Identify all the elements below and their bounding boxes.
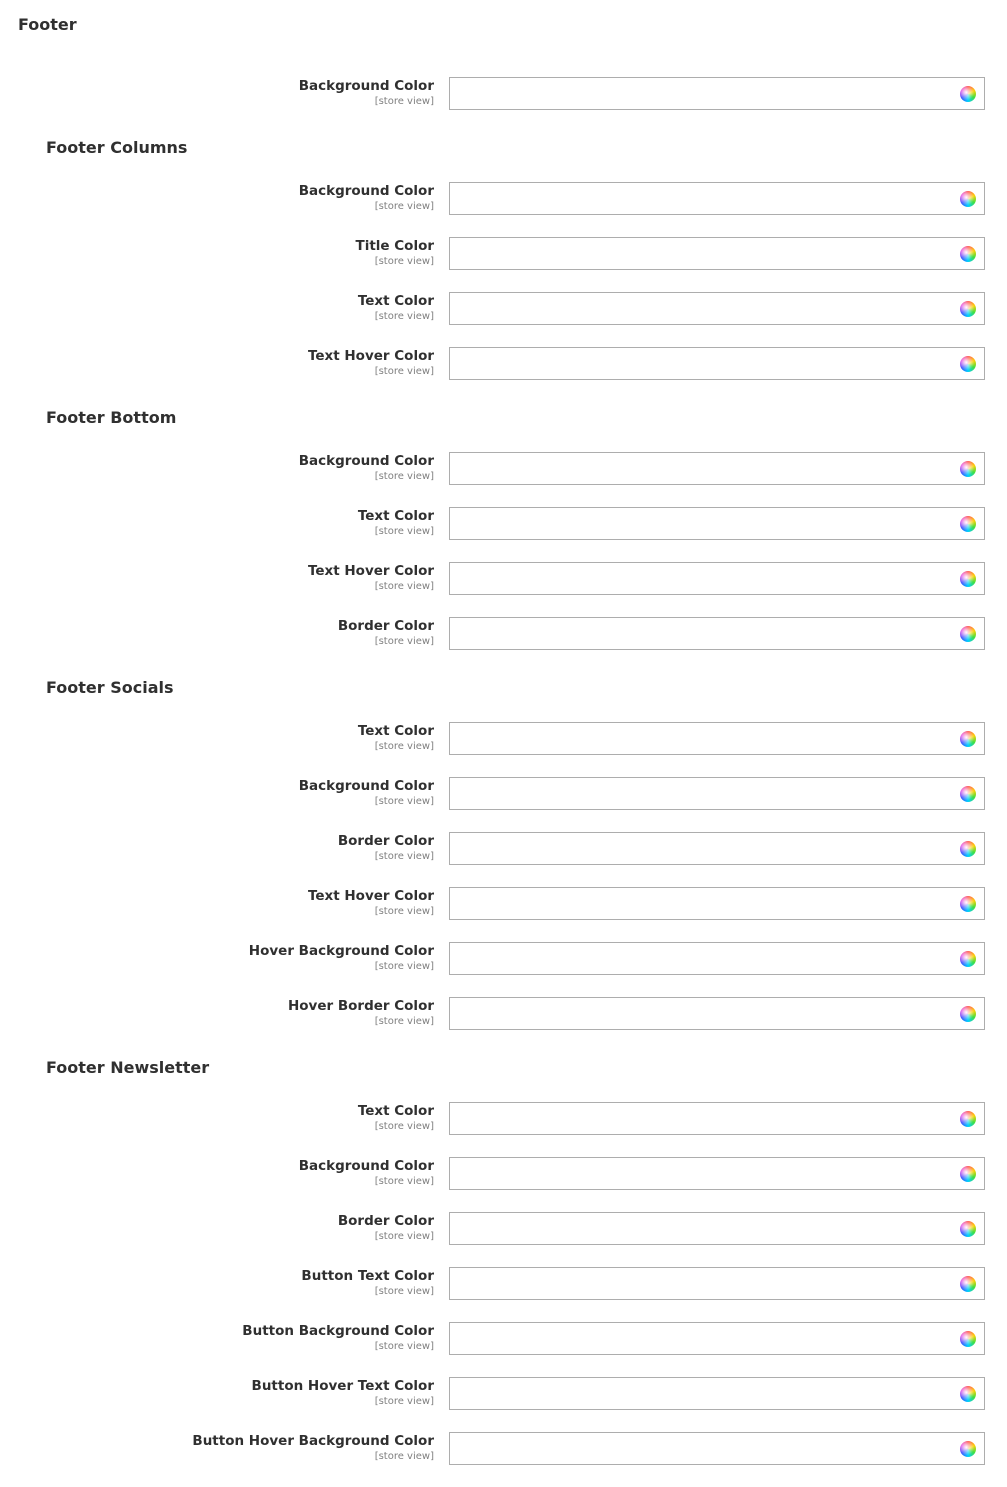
background-color-input[interactable]	[458, 1159, 952, 1190]
field-row-hover-border-color	[0, 997, 1007, 1030]
field-row-button-text-color	[0, 1267, 1007, 1300]
color-input-box	[449, 347, 985, 380]
color-wheel-icon[interactable]	[960, 1276, 976, 1292]
text-color-input[interactable]	[458, 294, 952, 325]
button-text-color-input[interactable]	[458, 1269, 952, 1300]
field-label-text: Background Color	[298, 1158, 434, 1174]
field-row-text-hover-color	[0, 562, 1007, 595]
color-wheel-icon[interactable]	[960, 356, 976, 372]
field-label-text: Hover Border Color	[287, 998, 434, 1014]
text-color-input[interactable]	[458, 509, 952, 540]
color-input-box	[449, 777, 985, 810]
field-label	[242, 1323, 434, 1353]
color-input-box	[449, 1432, 985, 1465]
scope-label: [store view]	[374, 1341, 434, 1352]
section-heading: Footer Bottom	[46, 408, 177, 427]
field-label-text: Text Color	[357, 293, 434, 309]
text-hover-color-input[interactable]	[458, 889, 952, 920]
color-input-box	[449, 722, 985, 755]
field-label	[358, 1103, 434, 1133]
scope-label: [store view]	[374, 311, 434, 322]
field-row-border-color	[0, 617, 1007, 650]
background-color-input[interactable]	[458, 184, 952, 215]
scope-label: [store view]	[374, 366, 434, 377]
field-label	[249, 943, 434, 973]
color-input-box	[449, 1212, 985, 1245]
field-label-text: Button Hover Text Color	[251, 1378, 434, 1394]
field-row-border-color	[0, 832, 1007, 865]
field-row-background-color	[0, 182, 1007, 215]
field-row-border-color	[0, 1212, 1007, 1245]
field-label-text: Title Color	[355, 238, 434, 254]
scope-label: [store view]	[374, 961, 434, 972]
field-label-text: Text Hover Color	[307, 563, 434, 579]
section-heading: Footer Socials	[46, 678, 174, 697]
field-label	[338, 1213, 434, 1243]
page-title: Footer	[18, 15, 77, 34]
field-label-text: Background Color	[298, 78, 434, 94]
field-label	[358, 723, 434, 753]
field-label	[358, 293, 434, 323]
text-color-input[interactable]	[458, 1104, 952, 1135]
color-input-box	[449, 1377, 985, 1410]
button-hover-text-color-input[interactable]	[458, 1379, 952, 1410]
field-row-background-color	[0, 1157, 1007, 1190]
field-row-button-hover-text-color	[0, 1377, 1007, 1410]
field-label	[299, 1158, 434, 1188]
color-wheel-icon[interactable]	[960, 246, 976, 262]
scope-label: [store view]	[374, 1396, 434, 1407]
field-label-text: Button Text Color	[301, 1268, 434, 1284]
scope-label: [store view]	[374, 526, 434, 537]
color-input-box	[449, 292, 985, 325]
color-wheel-icon[interactable]	[960, 786, 976, 802]
color-input-box	[449, 832, 985, 865]
button-background-color-input[interactable]	[458, 1324, 952, 1355]
color-wheel-icon[interactable]	[960, 571, 976, 587]
field-label-text: Border Color	[337, 618, 434, 634]
scope-label: [store view]	[374, 1231, 434, 1242]
color-input-box	[449, 1157, 985, 1190]
scope-label: [store view]	[374, 636, 434, 647]
color-input-box	[449, 942, 985, 975]
color-input-box	[449, 617, 985, 650]
field-row-text-color	[0, 1102, 1007, 1135]
color-wheel-icon[interactable]	[960, 951, 976, 967]
field-label-text: Text Color	[357, 1103, 434, 1119]
scope-label: [store view]	[374, 1121, 434, 1132]
field-label-text: Background Color	[298, 778, 434, 794]
scope-label: [store view]	[374, 1176, 434, 1187]
color-input-box	[449, 562, 985, 595]
border-color-input[interactable]	[458, 619, 952, 650]
field-label-text: Text Hover Color	[307, 888, 434, 904]
field-label	[308, 563, 434, 593]
color-wheel-icon[interactable]	[960, 516, 976, 532]
border-color-input[interactable]	[458, 1214, 952, 1245]
background-color-input[interactable]	[458, 79, 952, 110]
color-wheel-icon[interactable]	[960, 1006, 976, 1022]
field-label-text: Border Color	[337, 833, 434, 849]
color-input-box	[449, 1267, 985, 1300]
field-label	[252, 1378, 434, 1408]
button-hover-background-color-input[interactable]	[458, 1434, 952, 1465]
color-wheel-icon[interactable]	[960, 301, 976, 317]
field-label-text: Text Hover Color	[307, 348, 434, 364]
section-footer-columns	[0, 132, 1007, 182]
field-label-text: Button Background Color	[242, 1323, 434, 1339]
color-input-box	[449, 997, 985, 1030]
scope-label: [store view]	[374, 851, 434, 862]
scope-label: [store view]	[374, 1286, 434, 1297]
scope-label: [store view]	[374, 581, 434, 592]
hover-border-color-input[interactable]	[458, 999, 952, 1030]
text-color-input[interactable]	[458, 724, 952, 755]
color-wheel-icon[interactable]	[960, 626, 976, 642]
scope-label: [store view]	[374, 96, 434, 107]
color-wheel-icon[interactable]	[960, 1221, 976, 1237]
field-label-text: Background Color	[298, 453, 434, 469]
border-color-input[interactable]	[458, 834, 952, 865]
field-label	[355, 238, 434, 268]
color-input-box	[449, 1102, 985, 1135]
scope-label: [store view]	[374, 471, 434, 482]
color-input-box	[449, 887, 985, 920]
scope-label: [store view]	[374, 1451, 434, 1462]
scope-label: [store view]	[374, 1016, 434, 1027]
field-label	[358, 508, 434, 538]
scope-label: [store view]	[374, 256, 434, 267]
field-label-text: Text Color	[357, 723, 434, 739]
hover-background-color-input[interactable]	[458, 944, 952, 975]
field-label	[288, 998, 434, 1028]
section-heading: Footer Newsletter	[46, 1058, 210, 1077]
field-label-text: Button Hover Background Color	[192, 1433, 434, 1449]
field-label-text: Background Color	[298, 183, 434, 199]
field-label	[299, 778, 434, 808]
text-hover-color-input[interactable]	[458, 349, 952, 380]
section-heading: Footer Columns	[46, 138, 188, 157]
text-hover-color-input[interactable]	[458, 564, 952, 595]
color-wheel-icon[interactable]	[960, 841, 976, 857]
scope-label: [store view]	[374, 201, 434, 212]
field-label	[299, 78, 434, 108]
color-input-box	[449, 182, 985, 215]
title-color-input[interactable]	[458, 239, 952, 270]
field-row-background-color	[0, 77, 1007, 110]
color-wheel-icon[interactable]	[960, 1441, 976, 1457]
color-wheel-icon[interactable]	[960, 1166, 976, 1182]
field-row-background-color	[0, 452, 1007, 485]
field-row-text-hover-color	[0, 887, 1007, 920]
field-label	[299, 183, 434, 213]
field-row-title-color	[0, 237, 1007, 270]
field-label	[338, 833, 434, 863]
field-label	[192, 1433, 434, 1463]
scope-label: [store view]	[374, 741, 434, 752]
field-label	[338, 618, 434, 648]
color-input-box	[449, 237, 985, 270]
background-color-input[interactable]	[458, 454, 952, 485]
field-label	[308, 348, 434, 378]
section-footer-newsletter	[0, 1052, 1007, 1102]
field-label	[308, 888, 434, 918]
field-label-text: Hover Background Color	[248, 943, 434, 959]
field-row-text-color	[0, 292, 1007, 325]
field-label	[301, 1268, 434, 1298]
field-row-text-color	[0, 507, 1007, 540]
color-wheel-icon[interactable]	[960, 896, 976, 912]
field-label-text: Border Color	[337, 1213, 434, 1229]
color-wheel-icon[interactable]	[960, 86, 976, 102]
color-wheel-icon[interactable]	[960, 1386, 976, 1402]
scope-label: [store view]	[374, 796, 434, 807]
field-row-button-background-color	[0, 1322, 1007, 1355]
color-wheel-icon[interactable]	[960, 1331, 976, 1347]
color-wheel-icon[interactable]	[960, 731, 976, 747]
settings-form	[0, 77, 1007, 1487]
color-input-box	[449, 77, 985, 110]
field-row-text-color	[0, 722, 1007, 755]
scope-label: [store view]	[374, 906, 434, 917]
section-footer-socials	[0, 672, 1007, 722]
color-wheel-icon[interactable]	[960, 1111, 976, 1127]
field-row-hover-background-color	[0, 942, 1007, 975]
field-row-text-hover-color	[0, 347, 1007, 380]
color-input-box	[449, 507, 985, 540]
section-footer-bottom	[0, 402, 1007, 452]
field-row-button-hover-background-color	[0, 1432, 1007, 1465]
field-label	[299, 453, 434, 483]
color-wheel-icon[interactable]	[960, 191, 976, 207]
color-wheel-icon[interactable]	[960, 461, 976, 477]
field-label-text: Text Color	[357, 508, 434, 524]
field-row-background-color	[0, 777, 1007, 810]
background-color-input[interactable]	[458, 779, 952, 810]
color-input-box	[449, 452, 985, 485]
color-input-box	[449, 1322, 985, 1355]
